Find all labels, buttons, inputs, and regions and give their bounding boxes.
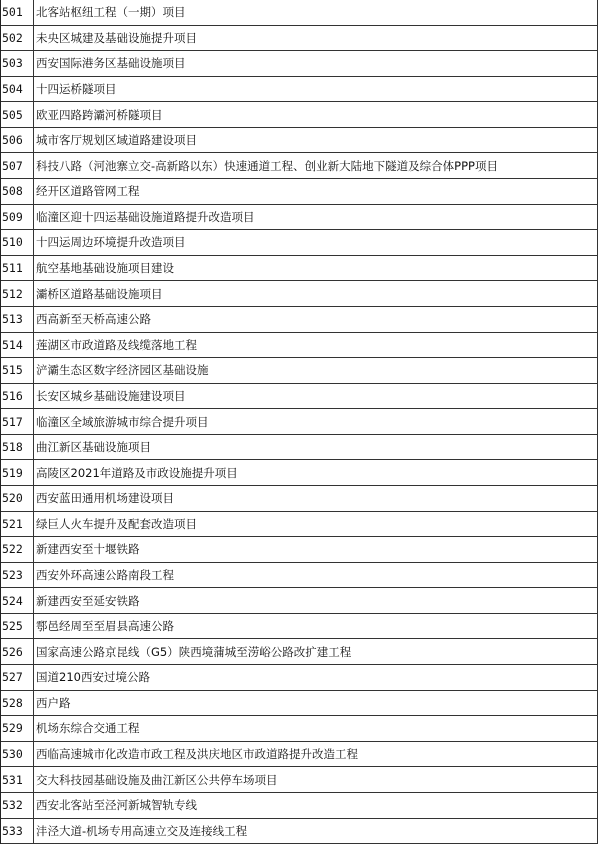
table-row <box>1 77 598 103</box>
row-number: 517 <box>1 409 34 434</box>
table-row <box>1 230 598 256</box>
table-row <box>1 793 598 819</box>
table-row <box>1 281 598 307</box>
row-number: 514 <box>1 333 34 358</box>
table-row <box>1 665 598 691</box>
table-row <box>1 102 598 128</box>
project-name: 西临高速城市化改造市政工程及洪庆地区市政道路提升改造工程 <box>34 742 598 767</box>
project-name: 国家高速公路京昆线（G5）陕西境蒲城至涝峪公路改扩建工程 <box>34 639 598 664</box>
table-row <box>1 716 598 742</box>
project-name: 西安北客站至泾河新城智轨专线 <box>34 793 598 818</box>
table-row <box>1 384 598 410</box>
row-number: 504 <box>1 77 34 102</box>
table-row <box>1 128 598 154</box>
project-name: 新建西安至延安铁路 <box>34 588 598 613</box>
row-number: 527 <box>1 665 34 690</box>
project-name: 西安蓝田通用机场建设项目 <box>34 486 598 511</box>
row-number: 529 <box>1 716 34 741</box>
table-row <box>1 512 598 538</box>
table-row <box>1 691 598 717</box>
project-name: 十四运周边环境提升改造项目 <box>34 230 598 255</box>
table-row <box>1 179 598 205</box>
table-row <box>1 614 598 640</box>
project-name: 沣泾大道-机场专用高速立交及连接线工程 <box>34 819 598 844</box>
table-row <box>1 486 598 512</box>
project-name: 未央区城建及基础设施提升项目 <box>34 26 598 51</box>
row-number: 521 <box>1 512 34 537</box>
row-number: 509 <box>1 205 34 230</box>
row-number: 518 <box>1 435 34 460</box>
project-name: 航空基地基础设施项目建设 <box>34 256 598 281</box>
project-name: 城市客厅规划区域道路建设项目 <box>34 128 598 153</box>
row-number: 525 <box>1 614 34 639</box>
row-number: 511 <box>1 256 34 281</box>
project-name: 国道210西安过境公路 <box>34 665 598 690</box>
row-number: 532 <box>1 793 34 818</box>
project-name: 北客站枢纽工程（一期）项目 <box>34 0 598 25</box>
project-name: 交大科技园基础设施及曲江新区公共停车场项目 <box>34 767 598 792</box>
row-number: 502 <box>1 26 34 51</box>
row-number: 530 <box>1 742 34 767</box>
project-name: 欧亚四路跨灞河桥隧项目 <box>34 102 598 127</box>
table-row <box>1 563 598 589</box>
row-number: 515 <box>1 358 34 383</box>
row-number: 522 <box>1 537 34 562</box>
project-name: 临潼区全域旅游城市综合提升项目 <box>34 409 598 434</box>
table-row <box>1 0 598 26</box>
table-row <box>1 435 598 461</box>
table-row <box>1 358 598 384</box>
row-number: 512 <box>1 281 34 306</box>
project-name: 西安国际港务区基础设施项目 <box>34 51 598 76</box>
table-row <box>1 460 598 486</box>
table-row <box>1 51 598 77</box>
table-row <box>1 26 598 52</box>
project-name: 曲江新区基础设施项目 <box>34 435 598 460</box>
row-number: 507 <box>1 153 34 178</box>
project-name: 西高新至天桥高速公路 <box>34 307 598 332</box>
project-name: 临潼区迎十四运基础设施道路提升改造项目 <box>34 205 598 230</box>
table-row <box>1 742 598 768</box>
row-number: 505 <box>1 102 34 127</box>
project-name: 灞桥区道路基础设施项目 <box>34 281 598 306</box>
project-name: 经开区道路管网工程 <box>34 179 598 204</box>
row-number: 513 <box>1 307 34 332</box>
table-body <box>1 0 598 844</box>
table-row <box>1 409 598 435</box>
project-name: 西安外环高速公路南段工程 <box>34 563 598 588</box>
table-row <box>1 205 598 231</box>
project-name: 机场东综合交通工程 <box>34 716 598 741</box>
row-number: 510 <box>1 230 34 255</box>
row-number: 533 <box>1 819 34 844</box>
row-number: 531 <box>1 767 34 792</box>
table-row <box>1 256 598 282</box>
project-name: 西户路 <box>34 691 598 716</box>
table-row <box>1 767 598 793</box>
row-number: 520 <box>1 486 34 511</box>
table-row <box>1 333 598 359</box>
table-row <box>1 153 598 179</box>
row-number: 526 <box>1 639 34 664</box>
row-number: 519 <box>1 460 34 485</box>
project-name: 绿巨人火车提升及配套改造项目 <box>34 512 598 537</box>
table-row <box>1 307 598 333</box>
row-number: 508 <box>1 179 34 204</box>
table-row <box>1 588 598 614</box>
row-number: 524 <box>1 588 34 613</box>
project-name: 莲湖区市政道路及线缆落地工程 <box>34 333 598 358</box>
row-number: 503 <box>1 51 34 76</box>
project-name: 浐灞生态区数字经济园区基础设施 <box>34 358 598 383</box>
project-name: 科技八路（河池寨立交-高新路以东）快速通道工程、创业新大陆地下隧道及综合体PPP项目 <box>34 153 598 178</box>
row-number: 501 <box>1 0 34 25</box>
row-number: 528 <box>1 691 34 716</box>
table-row <box>1 819 598 844</box>
project-name: 新建西安至十堰铁路 <box>34 537 598 562</box>
project-name: 十四运桥隧项目 <box>34 77 598 102</box>
table-row <box>1 537 598 563</box>
row-number: 523 <box>1 563 34 588</box>
project-name: 鄠邑经周至至眉县高速公路 <box>34 614 598 639</box>
row-number: 506 <box>1 128 34 153</box>
table-row <box>1 639 598 665</box>
project-name: 长安区城乡基础设施建设项目 <box>34 384 598 409</box>
project-name: 高陵区2021年道路及市政设施提升项目 <box>34 460 598 485</box>
row-number: 516 <box>1 384 34 409</box>
